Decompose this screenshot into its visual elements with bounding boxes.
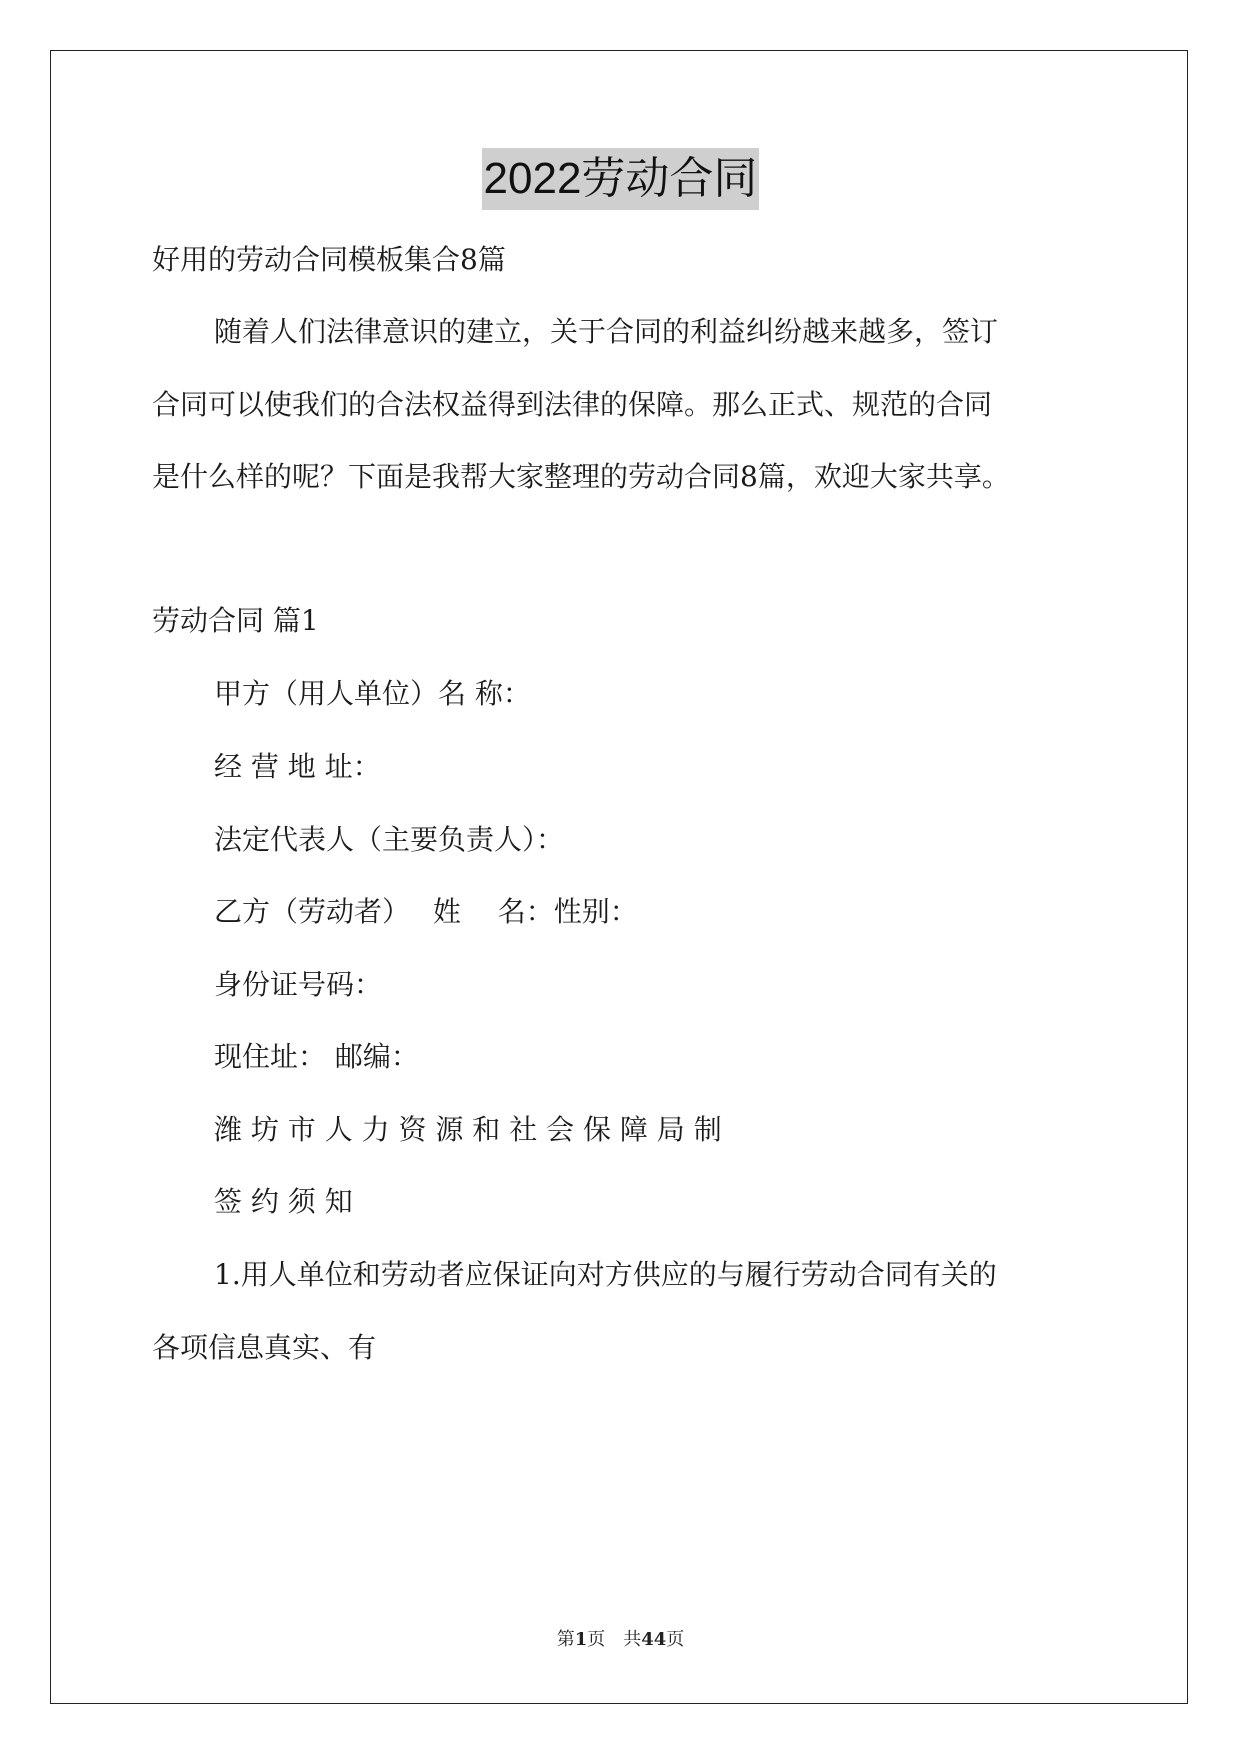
current-page-number: 1 — [574, 1629, 588, 1650]
field-line: 甲方（用人单位）名 称： — [214, 677, 531, 710]
section-heading: 劳动合同 篇1 — [152, 604, 319, 637]
footer-suffix: 页 — [666, 1629, 685, 1650]
intro-line: 合同可以使我们的合法权益得到法律的保障。那么正式、规范的合同 — [152, 388, 993, 421]
title-container — [0, 148, 1241, 210]
field-line: 身份证号码： — [214, 968, 383, 1001]
notice-heading: 签 约 须 知 — [214, 1185, 353, 1218]
field-line: 法定代表人（主要负责人）： — [214, 823, 565, 856]
page-border — [50, 50, 1188, 1704]
page-footer — [0, 1628, 1241, 1652]
footer-prefix: 第 — [556, 1629, 575, 1650]
footer-mid: 页 共 — [587, 1629, 642, 1650]
intro-line: 随着人们法律意识的建立，关于合同的利益纠纷越来越多，签订 — [214, 315, 999, 348]
subtitle-line: 好用的劳动合同模板集合8篇 — [152, 243, 506, 276]
intro-line: 是什么样的呢？下面是我帮大家整理的劳动合同8篇，欢迎大家共享。 — [152, 460, 1010, 493]
field-line: 经 营 地 址： — [214, 750, 381, 783]
notice-item: 1.用人单位和劳动者应保证向对方供应的与履行劳动合同有关的 — [214, 1258, 997, 1291]
document-title: 2022劳动合同 — [482, 148, 760, 210]
field-line: 乙方（劳动者） 姓 名：性别： — [214, 895, 638, 928]
issuer-line: 潍 坊 市 人 力 资 源 和 社 会 保 障 局 制 — [214, 1113, 722, 1146]
notice-item: 各项信息真实、有 — [152, 1331, 377, 1364]
field-line: 现住址： 邮编： — [214, 1040, 419, 1073]
total-page-number: 44 — [641, 1629, 667, 1650]
